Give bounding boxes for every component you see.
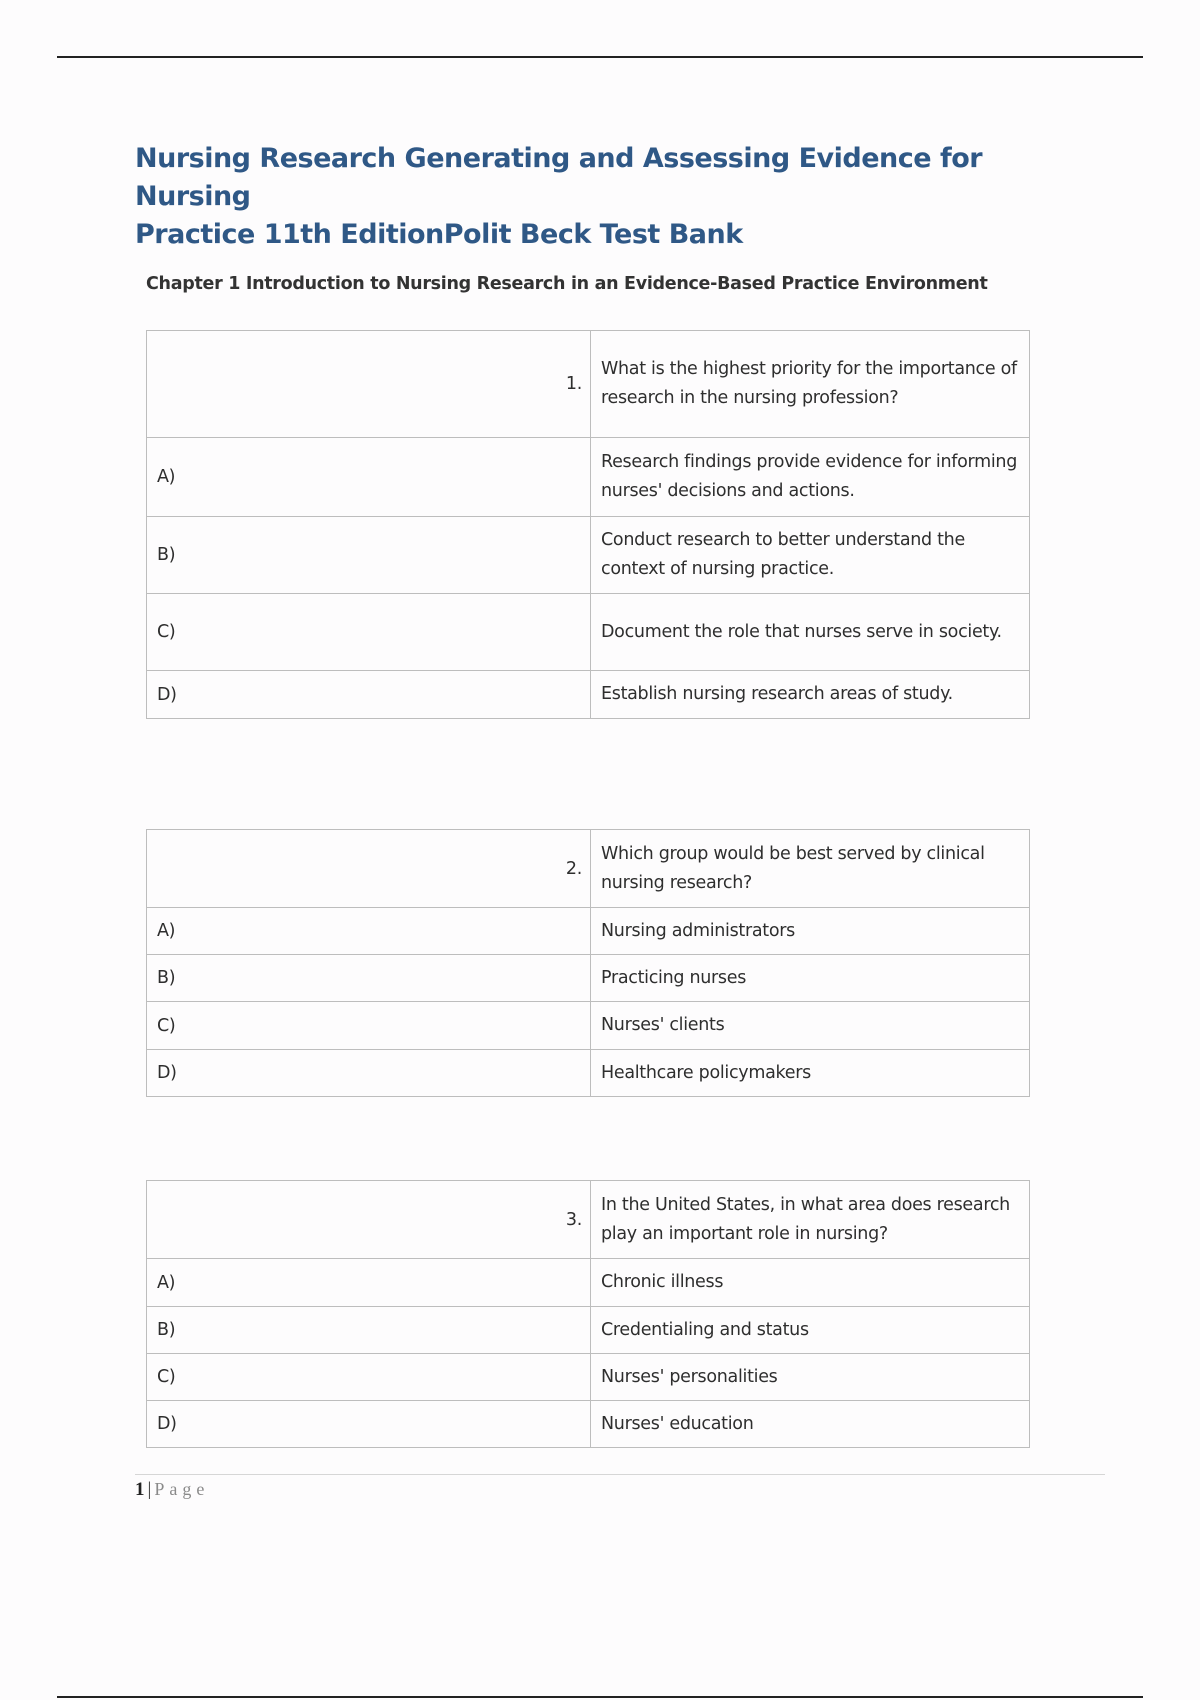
option-row <box>147 594 1030 671</box>
option-letter: A) <box>147 908 591 955</box>
question-text: What is the highest priority for the importance of research in the nursing profession? <box>591 331 1030 438</box>
option-row <box>147 1002 1030 1050</box>
bottom-rule <box>57 1696 1143 1698</box>
option-text: Nursing administrators <box>591 908 1030 955</box>
option-text: Chronic illness <box>591 1259 1030 1307</box>
option-letter: D) <box>147 671 591 719</box>
question-table-3 <box>146 1180 1030 1448</box>
question-number: 1. <box>147 331 591 438</box>
option-text: Nurses' education <box>591 1401 1030 1448</box>
option-letter: D) <box>147 1050 591 1097</box>
footer-separator: | <box>147 1479 152 1500</box>
title-line-1: Nursing Research Generating and Assessing Evidence for Nursing <box>135 143 983 212</box>
option-letter: C) <box>147 1354 591 1401</box>
option-text: Nurses' clients <box>591 1002 1030 1050</box>
question-number: 2. <box>147 830 591 908</box>
option-letter: C) <box>147 1002 591 1050</box>
page-number: 1 <box>135 1479 145 1500</box>
option-row <box>147 1307 1030 1354</box>
option-row <box>147 908 1030 955</box>
option-row <box>147 438 1030 517</box>
option-row <box>147 955 1030 1002</box>
option-row <box>147 1259 1030 1307</box>
option-letter: B) <box>147 955 591 1002</box>
title-line-2: Practice 11th EditionPolit Beck Test Bank <box>135 219 743 250</box>
option-row <box>147 1354 1030 1401</box>
option-letter: B) <box>147 517 591 594</box>
option-text: Credentialing and status <box>591 1307 1030 1354</box>
top-rule <box>57 56 1143 58</box>
question-text: In the United States, in what area does research play an important role in nursing? <box>591 1181 1030 1259</box>
page-label: Page <box>154 1479 210 1499</box>
document-title <box>135 140 1035 254</box>
option-text: Document the role that nurses serve in society. <box>591 594 1030 671</box>
option-text: Healthcare policymakers <box>591 1050 1030 1097</box>
option-letter: A) <box>147 1259 591 1307</box>
question-table-1 <box>146 330 1030 719</box>
question-row <box>147 331 1030 438</box>
option-letter: B) <box>147 1307 591 1354</box>
footer-rule <box>135 1474 1105 1475</box>
option-text: Practicing nurses <box>591 955 1030 1002</box>
option-row <box>147 1401 1030 1448</box>
option-text: Nurses' personalities <box>591 1354 1030 1401</box>
question-row <box>147 1181 1030 1259</box>
option-text: Conduct research to better understand the context of nursing practice. <box>591 517 1030 594</box>
question-text: Which group would be best served by clinical nursing research? <box>591 830 1030 908</box>
option-text: Research findings provide evidence for informing nurses' decisions and actions. <box>591 438 1030 517</box>
option-row <box>147 517 1030 594</box>
option-row <box>147 671 1030 719</box>
option-letter: D) <box>147 1401 591 1448</box>
option-text: Establish nursing research areas of study. <box>591 671 1030 719</box>
question-number: 3. <box>147 1181 591 1259</box>
page-footer <box>135 1479 209 1501</box>
chapter-heading: Chapter 1 Introduction to Nursing Research in an Evidence-Based Practice Environment <box>146 274 988 294</box>
option-letter: C) <box>147 594 591 671</box>
question-table-2 <box>146 829 1030 1097</box>
question-row <box>147 830 1030 908</box>
option-row <box>147 1050 1030 1097</box>
option-letter: A) <box>147 438 591 517</box>
